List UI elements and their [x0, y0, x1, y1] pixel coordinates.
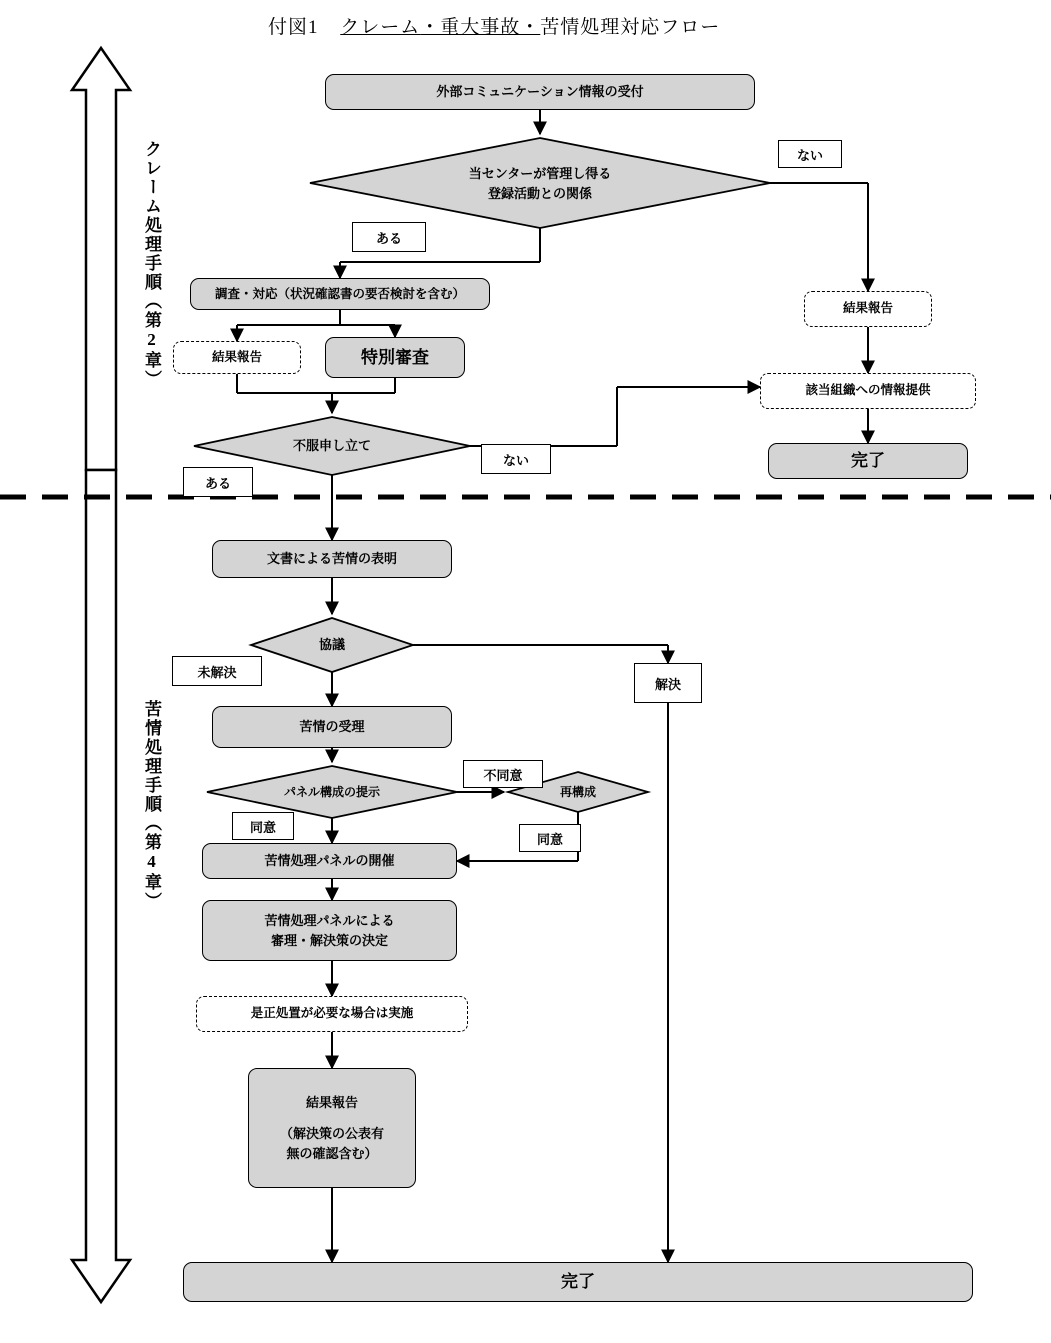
final-report-line2: （解決策の公表有: [279, 1126, 384, 1142]
title-main-a: クレーム: [340, 17, 421, 38]
node-complete-lower[interactable]: 完了: [183, 1262, 973, 1302]
node-investigate[interactable]: 調査・対応（状況確認書の要否検討を含む）: [190, 278, 490, 310]
node-result-report-right[interactable]: 結果報告: [804, 291, 932, 327]
relation-decision-line1: 当センターが管理し得る: [468, 165, 612, 181]
node-corrective-action[interactable]: 是正処置が必要な場合は実施: [196, 996, 468, 1032]
relation-decision-diamond: [310, 138, 770, 228]
label-resolved: 解決: [634, 663, 702, 703]
consult-decision-diamond: [251, 618, 413, 672]
claim-phase-label: クレーム処理手順（第2章）: [142, 140, 161, 389]
complaint-phase-label: 苦情処理手順（第4章）: [142, 700, 161, 911]
node-receipt[interactable]: 外部コミュニケーション情報の受付: [325, 74, 755, 110]
label-none-appeal: ない: [481, 444, 551, 474]
node-panel-meeting[interactable]: 苦情処理パネルの開催: [202, 843, 457, 879]
label-agree-reconstitute: 同意: [519, 824, 581, 852]
node-consult-decision[interactable]: 協議: [318, 636, 345, 652]
final-report-line3: 無の確認含む）: [286, 1145, 378, 1161]
label-agree-panel: 同意: [232, 812, 294, 840]
title-main-b: ・重大事故・: [420, 17, 541, 38]
label-unresolved: 未解決: [172, 656, 262, 686]
claim-phase-arrow: [72, 48, 130, 470]
relation-decision-line2: 登録活動との関係: [487, 186, 592, 201]
label-none-top: ない: [778, 140, 842, 168]
node-accept-complaint[interactable]: 苦情の受理: [212, 706, 452, 748]
node-appeal-decision[interactable]: 不服申し立て: [292, 437, 371, 453]
title-main-c: 苦情処理対応フロー: [540, 17, 721, 38]
label-exists-top: ある: [352, 222, 426, 252]
node-written-complaint[interactable]: 文書による苦情の表明: [212, 540, 452, 578]
label-exists-appeal: ある: [183, 467, 253, 497]
node-info-provision[interactable]: 該当組織への情報提供: [760, 373, 976, 409]
panel-decision-line2: 審理・解決策の決定: [270, 932, 388, 948]
final-report-line1: 結果報告: [305, 1094, 358, 1110]
panel-decision-line1: 苦情処理パネルによる: [264, 913, 395, 928]
node-result-report-left[interactable]: 結果報告: [173, 341, 301, 374]
node-special-review[interactable]: 特別審査: [325, 337, 465, 378]
node-final-report[interactable]: [248, 1068, 416, 1188]
node-reconstitute[interactable]: 再構成: [559, 784, 596, 799]
panel-proposal-diamond: [207, 766, 457, 818]
node-complete-upper[interactable]: 完了: [768, 443, 968, 479]
label-disagree: 不同意: [463, 760, 543, 788]
node-panel-proposal[interactable]: パネル構成の提示: [283, 784, 380, 799]
title-prefix: 付図1: [268, 17, 319, 38]
node-panel-decision[interactable]: [202, 900, 457, 961]
complaint-phase-arrow: [72, 470, 130, 1302]
